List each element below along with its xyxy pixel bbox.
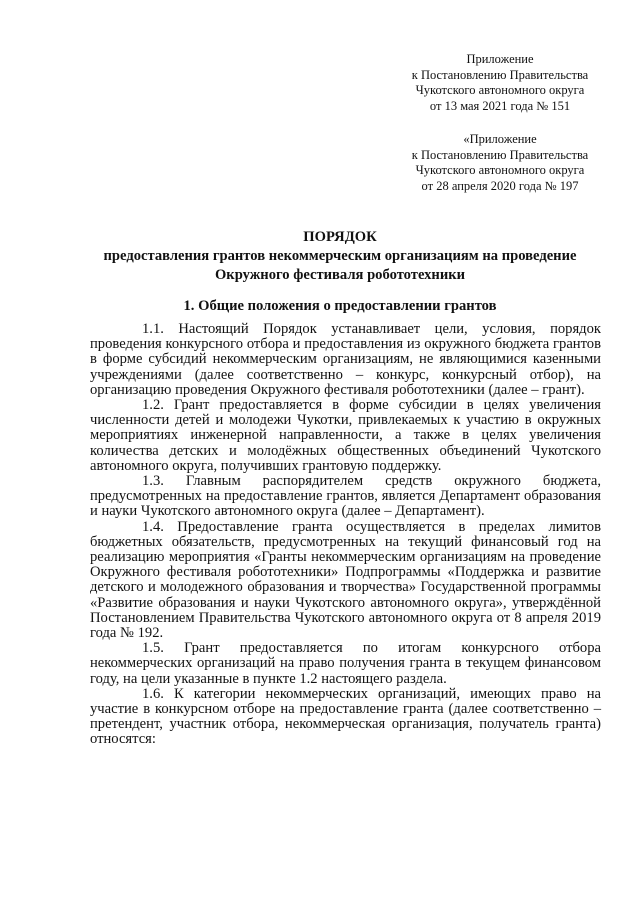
appendix-line: Чукотского автономного округа (415, 163, 585, 177)
appendix-line: от 28 апреля 2020 года № 197 (421, 178, 579, 193)
appendix-line: Приложение (466, 52, 534, 66)
paragraph-1-1: 1.1. Настоящий Порядок устанавливает цели, условия, порядок проведения конкурсного отбора и предоставления из окружного бюджета грантов в форме субсидий некоммерческим организациям, не являющимися казенными учреждениями (далее соответственно – конкурс, конкурсный отбор), на организацию проведения Окружного фестиваля робототехники (далее – грант). (90, 321, 601, 398)
appendix-block-current (400, 52, 600, 114)
section-heading: 1. Общие положения о предоставлении грантов (183, 298, 497, 314)
paragraph-1-3: 1.3. Главным распорядителем средств окружного бюджета, предусмотренных на предоставление грантов, является Департамент образования и науки Чукотского автономного округа (далее – Департамент). (90, 473, 601, 520)
paragraph-1-6: 1.6. К категории некоммерческих организаций, имеющих право на участие в конкурсном отборе на предоставление гранта (далее соответственно – претендент, участник отбора, некоммерческая организация, получатель гранта) относятся: (90, 685, 601, 748)
document-body (90, 322, 601, 748)
title-heading: ПОРЯДОК (303, 229, 377, 245)
appendix-line: к Постановлению Правительства (411, 147, 589, 162)
title-subheading: предоставления грантов некоммерческим организациям на проведение (103, 248, 577, 264)
appendix-block-original (400, 132, 600, 194)
appendix-line: от 13 мая 2021 года № 151 (429, 98, 571, 113)
appendix-line: «Приложение (463, 132, 537, 146)
document-title (60, 228, 620, 285)
paragraph-1-4: 1.4. Предоставление гранта осуществляется в пределах лимитов бюджетных обязательств, предусмотренных на текущий финансовый год на реализацию мероприятия «Гранты некоммерческим организациям на проведение Окружного фестиваля робототехники» Подпрограммы «Поддержка и развитие детского и молодежного образования и творчества» Государственной программы «Развитие образования и науки Чукотского автономного округа», утверждённой Постановлением Правительства Чукотского автономного округа от 8 апреля 2019 года № 192. (90, 518, 601, 642)
paragraph-1-2: 1.2. Грант предоставляется в форме субсидии в целях увеличения численности детей и молодежи Чукотки, привлекаемых к участию в окружных мероприятиях инженерной направленности, а также в целях увеличения количества детских и молодёжных общественных объединений Чукотского автономного округа, получивших грантовую поддержку. (90, 397, 601, 474)
appendix-line: к Постановлению Правительства (411, 67, 589, 82)
paragraph-1-5: 1.5. Грант предоставляется по итогам конкурсного отбора некоммерческих организаций на право получения гранта в текущем финансовом году, на цели указанные в пункте 1.2 настоящего раздела. (90, 640, 601, 687)
title-subheading: Окружного фестиваля робототехники (214, 267, 466, 283)
appendix-line: Чукотского автономного округа (415, 83, 585, 97)
